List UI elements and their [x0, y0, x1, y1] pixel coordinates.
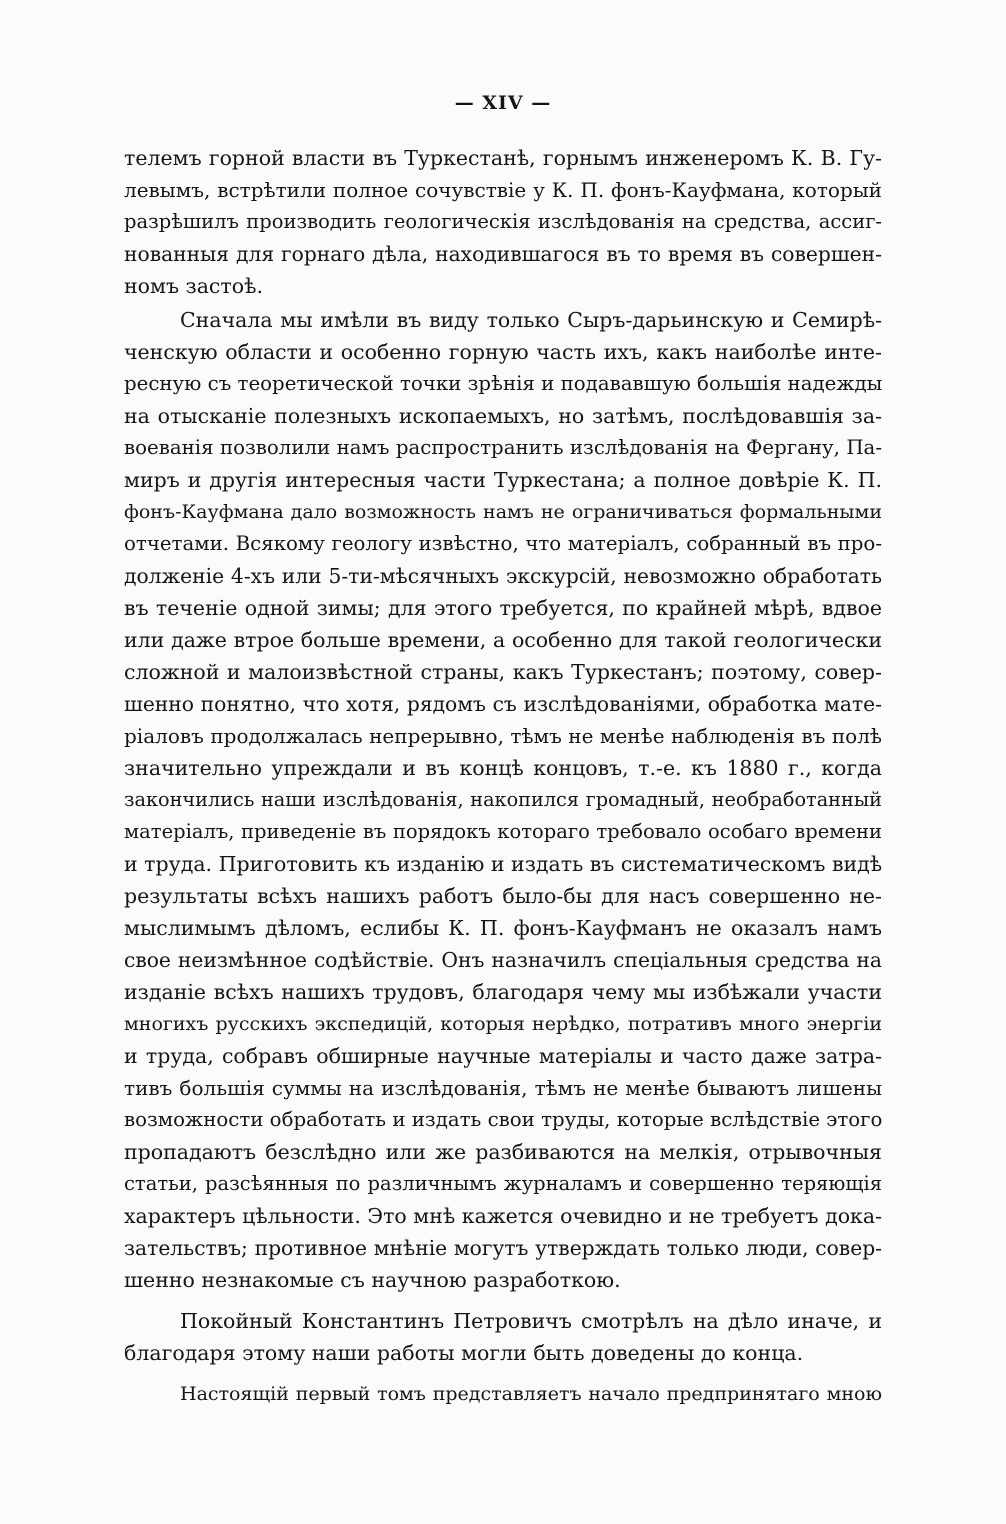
text-line: ресную съ теоретической точки зрѣнія и подававшую большія надежды	[124, 372, 882, 395]
text-line: левымъ, встрѣтили полное сочувствіе у К. П. фонъ-Кауфмана, который	[124, 178, 882, 202]
text-line: и труда, собравъ обширные научные матеріалы и часто даже затра-	[124, 1044, 882, 1068]
text-line: миръ и другія интересныя части Туркестана; а полное довѣріе К. П.	[124, 468, 882, 492]
document-body	[124, 142, 882, 1410]
text-line: закончились наши изслѣдованія, накопился громадный, необработанный	[124, 788, 882, 811]
text-line: характеръ цѣльности. Это мнѣ кажется очевидно и не требуетъ дока-	[124, 1204, 882, 1228]
text-line: многихъ русскихъ экспедицій, которыя нерѣдко, потративъ много энергіи	[124, 1013, 882, 1035]
paragraph-1	[124, 142, 882, 302]
text-line: свое неизмѣнное содѣйствіе. Онъ назначилъ спеціальныя средства на	[124, 948, 882, 972]
text-line: ченскую области и особенно горную часть ихъ, какъ наиболѣе инте-	[124, 340, 882, 364]
text-line: Сначала мы имѣли въ виду только Сыръ-дарьинскую и Семирѣ-	[180, 308, 882, 332]
text-line: отчетами. Всякому геологу извѣстно, что матеріалъ, собранный въ про-	[124, 532, 882, 555]
text-line: значительно упреждали и въ концѣ концовъ, т.-е. къ 1880 г., когда	[124, 756, 882, 780]
text-line: Покойный Константинъ Петровичъ смотрѣлъ на дѣло иначе, и	[180, 1309, 882, 1333]
text-line: зательствъ; противное мнѣніе могутъ утверждать только люди, совер-	[124, 1236, 882, 1260]
text-line: или даже втрое больше времени, а особенно для такой геологически	[124, 628, 882, 652]
text-line: воеванія позволили намъ распространить изслѣдованія на Фергану, Па-	[124, 436, 882, 459]
text-line: статьи, разсѣянныя по различнымъ журналамъ и совершенно теряющія	[124, 1172, 882, 1195]
paragraph-2	[124, 304, 882, 1296]
text-line: нованныя для горнаго дѣла, находившагося въ то время въ совершен-	[124, 242, 882, 266]
page-number: — XIV —	[454, 92, 552, 114]
text-line: тивъ большія суммы на изслѣдованія, тѣмъ не менѣе бываютъ лишены	[124, 1076, 882, 1100]
text-line: изданіе всѣхъ нашихъ трудовъ, благодаря чему мы избѣжали участи	[124, 980, 882, 1004]
text-line: шенно незнакомые съ научною разработкою.	[124, 1268, 621, 1292]
text-line: фонъ-Кауфмана дало возможность намъ не ограничиваться формальными	[124, 501, 882, 523]
text-line: возможности обработать и издать свои труды, которые вслѣдствіе этого	[124, 1108, 882, 1131]
text-line: номъ застоѣ.	[124, 274, 263, 298]
text-line: матеріалъ, приведеніе въ порядокъ котораго требовало особаго времени	[124, 820, 882, 843]
text-line: долженіе 4-хъ или 5-ти-мѣсячныхъ экскурсій, невозможно обработать	[124, 564, 882, 588]
text-line: разрѣшилъ производить геологическія изслѣдованія на средства, ассиг-	[124, 210, 882, 233]
text-line: мыслимымъ дѣломъ, еслибы К. П. фонъ-Кауфманъ не оказалъ намъ	[124, 916, 882, 940]
text-line: въ теченіе одной зимы; для этого требуется, по крайней мѣрѣ, вдвое	[124, 596, 882, 620]
text-line: телемъ горной власти въ Туркестанѣ, горнымъ инженеромъ К. В. Гу-	[124, 146, 882, 170]
paragraph-3	[124, 1305, 882, 1369]
paragraph-4	[124, 1378, 882, 1410]
text-line: ріаловъ продолжалась непрерывно, тѣмъ не менѣе наблюденія въ полѣ	[124, 724, 882, 748]
text-line: пропадаютъ безслѣдно или же разбиваются на мелкія, отрывочныя	[124, 1140, 882, 1164]
text-line: сложной и малоизвѣстной страны, какъ Туркестанъ; поэтому, совер-	[124, 660, 882, 684]
text-line: и труда. Приготовить къ изданію и издать въ систематическомъ видѣ	[124, 852, 882, 876]
text-line: результаты всѣхъ нашихъ работъ было-бы для насъ совершенно не-	[124, 884, 882, 908]
text-line: шенно понятно, что хотя, рядомъ съ изслѣдованіями, обработка мате-	[124, 692, 882, 716]
text-line: Настоящій первый томъ представляетъ начало предпринятаго мною	[180, 1383, 882, 1405]
text-line: благодаря этому наши работы могли быть доведены до конца.	[124, 1341, 804, 1365]
text-line: на отысканіе полезныхъ ископаемыхъ, но затѣмъ, послѣдовавшія за-	[124, 404, 882, 428]
